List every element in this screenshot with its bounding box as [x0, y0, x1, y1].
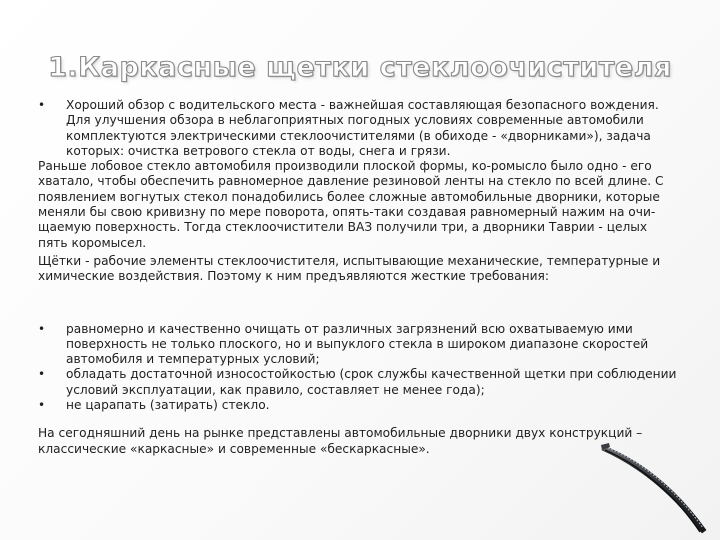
history-paragraph: Раньше лобовое стекло автомобиля производили плоской формы, ко-ромысло было одно - его хватало, чтобы обеспечить равномерное давление резиновой ленты на стекло по всей длине. С появлением вогнутых стекол понадобились более сложные автомобильные дворники, которые меняли бы свою кривизну по мере поворота, опять-таки создавая равномерный нажим на очи-щаемую поверхность. Тогда стеклоочистители ВАЗ получили три, а дворники Таврии - целых пять коромысел.: [38, 159, 664, 250]
bullet-marker: •: [38, 367, 46, 382]
conclusion-paragraph: На сегодняшний день на рынке представлены автомобильные дворники двух конструкций – классические «каркасные» и современные «бескаркасные».: [38, 426, 643, 456]
slide-title: 1.Каркасные щетки стеклоочистителя: [48, 52, 672, 83]
bullet-marker: •: [38, 321, 46, 336]
wiper-blade-icon: [600, 440, 712, 535]
intro-bullet: [38, 98, 680, 159]
intro-bullet-text: Хороший обзор с водительского места - важнейшая составляющая безопасного вождения. Для улучшения обзора в неблагоприятных погодных условиях современные автомобили комплектуются электрическими стеклоочистителями (в обиходе - «дворниками»), задача которых: очистка ветрового стекла от воды, снега и грязи.: [66, 98, 659, 158]
requirement-item: [38, 322, 680, 368]
slide-body: [38, 98, 680, 457]
requirement-text: обладать достаточной износостойкостью (срок службы качественной щетки при соблюдении условий эксплуатации, как правило, составляет не менее года);: [66, 367, 677, 397]
bullet-marker: •: [38, 398, 46, 413]
requirements-paragraph: Щётки - рабочие элементы стеклоочистителя, испытывающие механические, температурные и химические воздействия. Поэтому к ним предъявляются жесткие требования:: [38, 253, 661, 284]
bullet-marker: •: [38, 98, 46, 112]
requirement-item: [38, 367, 680, 398]
requirement-text: равномерно и качественно очищать от различных загрязнений всю охватываемую ими поверхность не только плоского, но и выпуклого стекла в широком диапазоне скоростей автомобиля и температурных условий;: [66, 321, 649, 367]
requirement-item: [38, 398, 680, 413]
requirement-text: не царапать (затирать) стекло.: [66, 398, 270, 413]
